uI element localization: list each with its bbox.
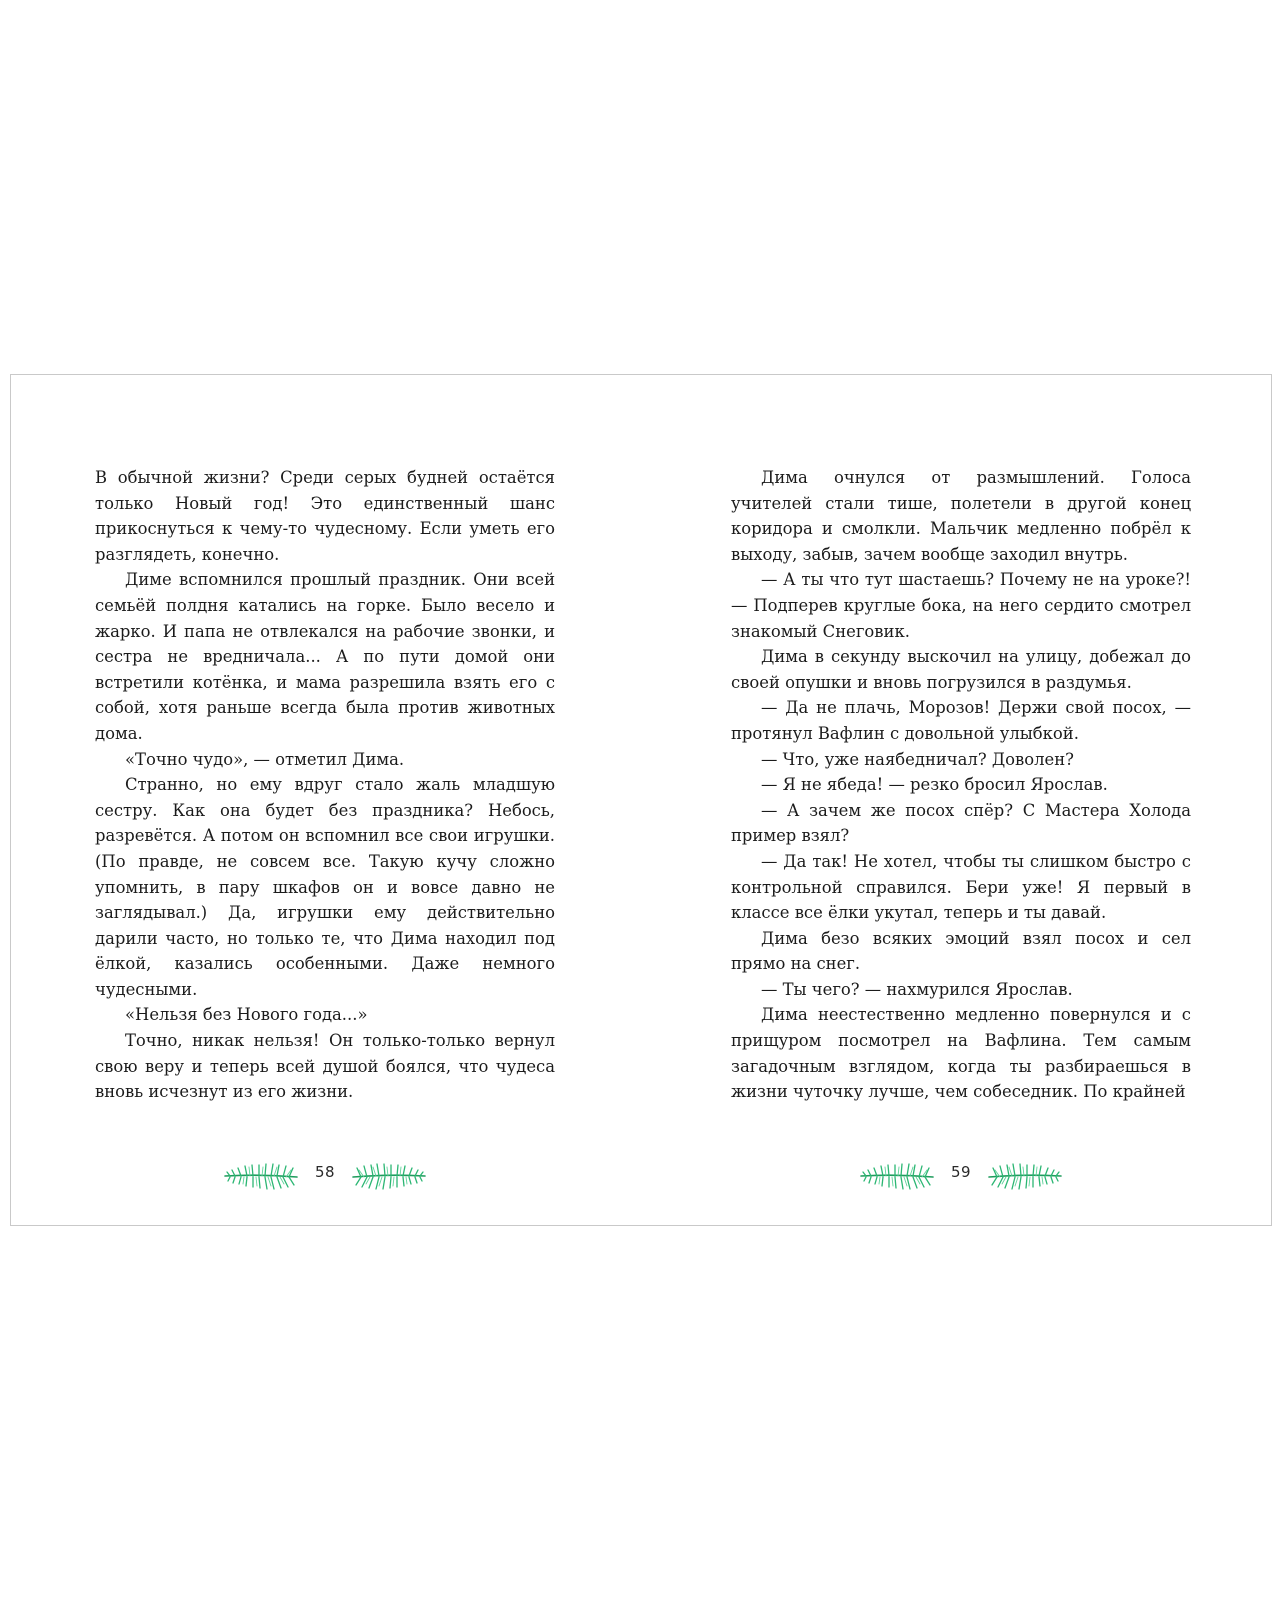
paragraph: Дима очнулся от размышлений. Голоса учителей стали тише, полетели в другой конец коридора и смолкли. Мальчик медленно побрёл к выходу, забыв, зачем вообще заходил внутрь.: [731, 468, 1191, 564]
paragraph: — Да не плачь, Морозов! Держи свой посох, — протянул Вафлин с довольной улыбкой.: [731, 698, 1191, 743]
book-spread: [10, 374, 1272, 1226]
page-number: 58: [314, 1163, 336, 1181]
paragraph: — Я не ябеда! — резко бросил Ярослав.: [761, 775, 1108, 795]
right-page-footer: [857, 1155, 1077, 1195]
fir-branch-icon: [349, 1157, 429, 1193]
paragraph: — Что, уже наябедничал? Доволен?: [761, 749, 1074, 769]
page-number: 59: [950, 1163, 972, 1181]
fir-branch-icon: [857, 1157, 937, 1193]
paragraph: В обычной жизни? Среди серых будней остаётся только Новый год! Это единственный шанс прикоснуться к чему-то чудесному. Если уметь его разглядеть, конечно.: [95, 468, 555, 564]
paragraph: — Ты чего? — нахмурился Ярослав.: [761, 979, 1073, 999]
paragraph: «Нельзя без Нового года...»: [125, 1005, 368, 1025]
paragraph: «Точно чудо», — отметил Дима.: [125, 749, 405, 769]
paragraph: Дима безо всяких эмоций взял посох и сел прямо на снег.: [731, 928, 1191, 974]
paragraph: — А ты что тут шастаешь? Почему не на уроке?! — Подперев круглые бока, на него сердито смотрел знакомый Снеговик.: [731, 570, 1191, 641]
paragraph: Точно, никак нельзя! Он только-только вернул свою веру и теперь всей душой боялся, что чудеса вновь исчезнут из его жизни.: [95, 1031, 555, 1102]
left-page: [95, 465, 555, 1105]
fir-branch-icon: [985, 1157, 1065, 1193]
paragraph: Странно, но ему вдруг стало жаль младшую сестру. Как она будет без праздника? Небось, разревётся. А потом он вспомнил все свои игрушки. (По правде, не совсем все. Такую кучу сложно упомнить, в пару шкафов он и вовсе давно не заглядывал.) Да, игрушки ему действительно дарили часто, но только те, что Дима находил под ёлкой, казались особенными. Даже немного чудесными.: [95, 775, 555, 999]
paragraph: Диме вспомнился прошлый праздник. Они всей семьёй полдня катались на горке. Было весело и жарко. И папа не отвлекался на рабочие звонки, и сестра не вредничала... А по пути домой они встретили котёнка, и мама разрешила взять его с собой, хотя раньше всегда была против животных дома.: [95, 570, 555, 743]
paragraph: — А зачем же посох спёр? С Мастера Холода пример взял?: [731, 800, 1191, 846]
fir-branch-icon: [221, 1157, 301, 1193]
right-page: [731, 465, 1191, 1105]
paragraph: — Да так! Не хотел, чтобы ты слишком быстро с контрольной справился. Бери уже! Я первый в классе все ёлки укутал, теперь и ты давай.: [731, 851, 1191, 923]
right-page-text: [731, 465, 1191, 1105]
paragraph: Дима в секунду выскочил на улицу, добежал до своей опушки и вновь погрузился в раздумья.: [731, 647, 1191, 692]
left-page-text: [95, 465, 555, 1105]
paragraph: Дима неестественно медленно повернулся и с прищуром посмотрел на Вафлина. Тем самым загадочным взглядом, когда ты разбираешься в жизни чуточку лучше, чем собеседник. По крайней: [731, 1005, 1191, 1102]
left-page-footer: [221, 1155, 441, 1195]
